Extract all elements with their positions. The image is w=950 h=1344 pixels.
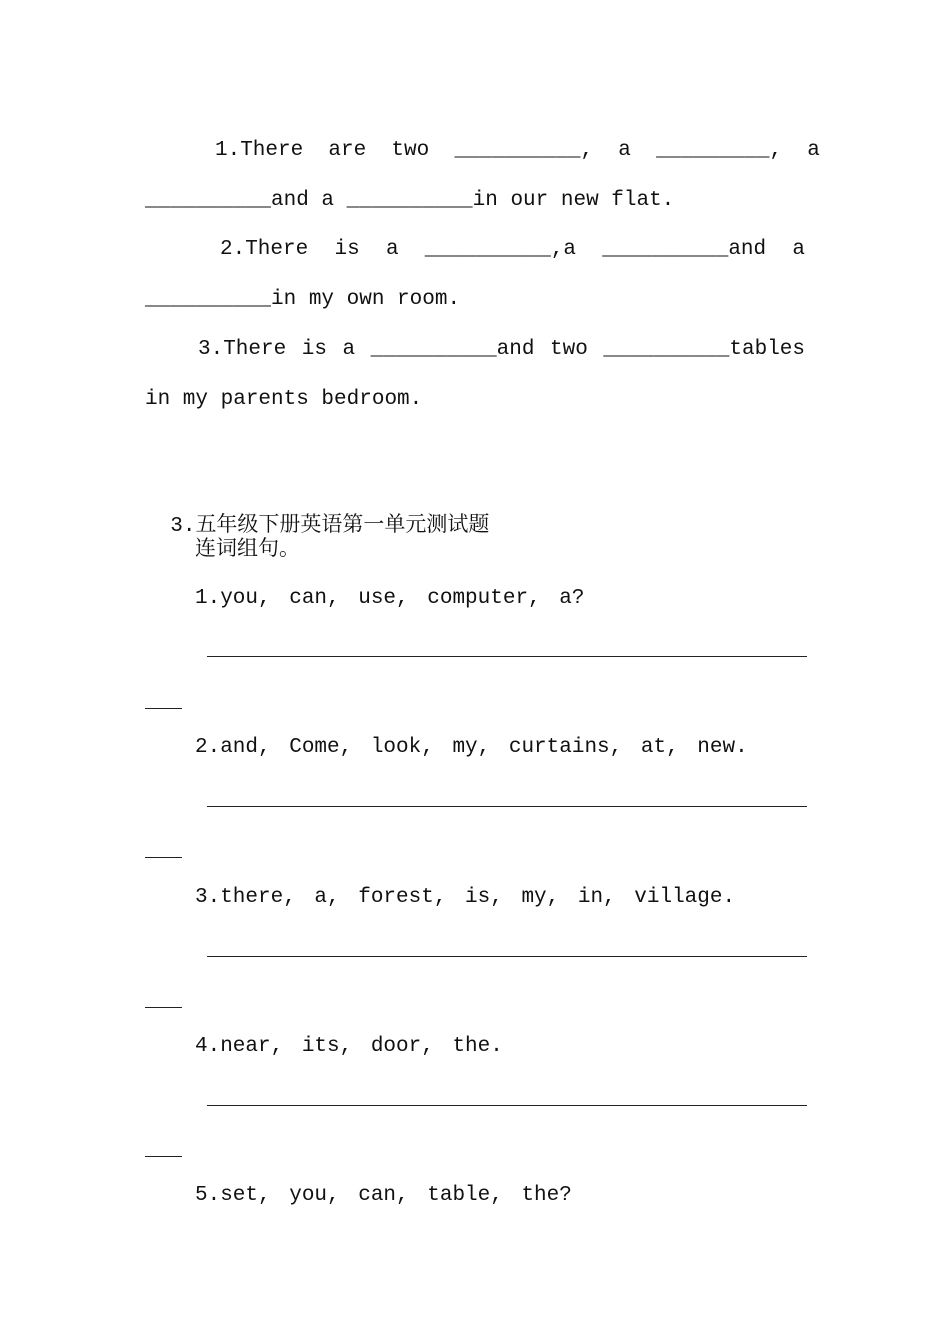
q3-line-1: 3.There is a __________and two __________tables	[198, 338, 805, 361]
section-instruction: 连词组句。	[195, 536, 300, 560]
item-1-answer-line[interactable]	[207, 656, 807, 657]
section-title: 五年级下册英语第一单元测试题	[195, 512, 490, 536]
item-2-answer-line-tail[interactable]	[145, 857, 182, 858]
item-3-prompt: 3.there, a, forest, is, my, in, village.	[195, 886, 736, 909]
item-3-answer-line[interactable]	[207, 956, 807, 957]
item-2-prompt: 2.and, Come, look, my, curtains, at, new.	[195, 736, 748, 759]
item-5-prompt: 5.set, you, can, table, the?	[195, 1184, 572, 1207]
section-number: 3.	[170, 515, 196, 538]
item-1-answer-line-tail[interactable]	[145, 708, 182, 709]
item-4-answer-line-tail[interactable]	[145, 1156, 182, 1157]
q1-line-2: __________and a __________in our new flat.	[145, 189, 675, 212]
item-4-answer-line[interactable]	[207, 1105, 807, 1106]
q2-line-1: 2.There is a __________,a __________and a	[220, 238, 805, 261]
item-3-answer-line-tail[interactable]	[145, 1007, 182, 1008]
q1-line-1: 1.There are two __________, a _________, a	[215, 139, 820, 162]
item-1-prompt: 1.you, can, use, computer, a?	[195, 587, 585, 610]
item-2-answer-line[interactable]	[207, 806, 807, 807]
section-heading	[145, 485, 489, 540]
q2-line-2: __________in my own room.	[145, 288, 461, 311]
q3-line-2: in my parents bedroom.	[145, 388, 423, 411]
item-4-prompt: 4.near, its, door, the.	[195, 1035, 503, 1058]
